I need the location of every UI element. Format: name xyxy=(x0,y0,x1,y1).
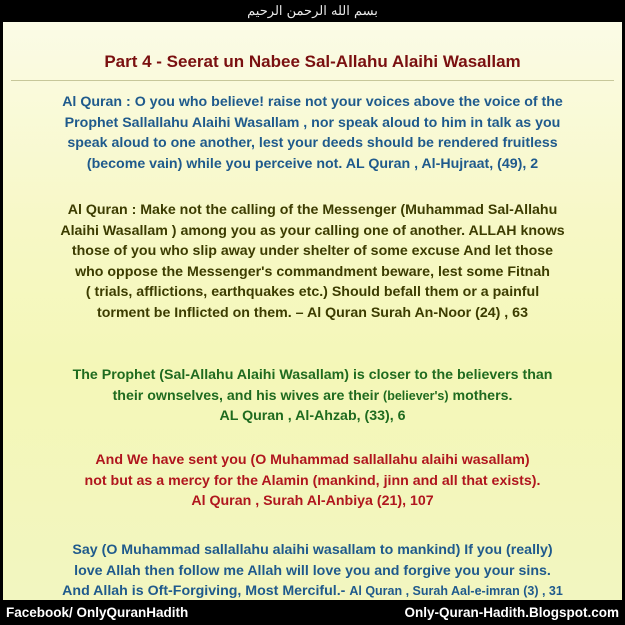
page-title: Part 4 - Seerat un Nabee Sal-Allahu Alaihi Wasallam xyxy=(104,52,521,71)
passage-an-noor xyxy=(3,200,622,323)
passage-line: And We have sent you (O Muhammad sallallahu alaihi wasallam) xyxy=(95,452,530,468)
passage-small-text: (believer's) xyxy=(383,388,449,403)
passage-line: Al Quran : O you who believe! raise not your voices above the voice of the xyxy=(62,94,563,110)
passage-reference: Al Quran , Surah Al-Anbiya (21), 107 xyxy=(191,493,434,509)
passage-line: not but as a mercy for the Alamin (mankind, jinn and all that exists). xyxy=(84,472,541,489)
content-panel xyxy=(3,22,622,600)
passage-text: their ownselves, and his wives are their xyxy=(112,387,384,404)
passage-aal-e-imran xyxy=(3,540,622,602)
blog-url: Only-Quran-Hadith.Blogspot.com xyxy=(404,605,619,620)
bismillah-calligraphy: بسم الله الرحمن الرحيم xyxy=(247,3,378,19)
title-divider xyxy=(11,80,614,81)
passage-line: speak aloud to one another, lest your deeds should be rendered fruitless xyxy=(67,135,558,151)
passage-text: mothers. xyxy=(448,387,513,404)
passage-line: Alaihi Wasallam ) among you as your calling one of another. ALLAH knows xyxy=(60,222,565,239)
passage-line: those of you who slip away under shelter of some excuse And let those xyxy=(71,243,554,259)
passage-line: who oppose the Messenger's commandment beware, lest some Fitnah xyxy=(75,263,550,280)
passage-line: love Allah then follow me Allah will love you and forgive you your sins. xyxy=(74,562,551,579)
passage-line: Say (O Muhammad sallallahu alaihi wasallam to mankind) If you (really) xyxy=(72,542,553,558)
passage-line xyxy=(3,581,622,602)
passage-line: Al Quran : Make not the calling of the Messenger (Muhammad Sal-Allahu xyxy=(67,202,558,218)
passage-reference: AL Quran , Al-Ahzab, (33), 6 xyxy=(219,408,406,424)
passage-text: And Allah is Oft-Forgiving, Most Merciful.- xyxy=(62,583,350,599)
passage-reference: Al Quran , Surah Aal-e-imran (3) , 31 xyxy=(349,584,563,598)
passage-line: torment be Inflicted on them. – Al Quran Surah An-Noor (24) , 63 xyxy=(97,304,528,321)
passage-al-ahzab xyxy=(3,365,622,427)
passage-hujraat xyxy=(3,92,622,174)
passage-al-anbiya xyxy=(3,450,622,512)
passage-line: Prophet Sallallahu Alaihi Wasallam , nor speak aloud to him in talk as you xyxy=(64,114,561,131)
passage-line: (become vain) while you perceive not. AL Quran , Al-Hujraat, (49), 2 xyxy=(86,155,539,172)
facebook-credit: Facebook/ OnlyQuranHadith xyxy=(6,605,189,620)
passage-line: The Prophet (Sal-Allahu Alaihi Wasallam) is closer to the believers than xyxy=(72,367,553,383)
passage-line: ( trials, afflictions, earthquakes etc.) Should befall them or a painful xyxy=(85,284,540,300)
footer-bar xyxy=(0,602,625,625)
passage-line xyxy=(3,386,622,407)
